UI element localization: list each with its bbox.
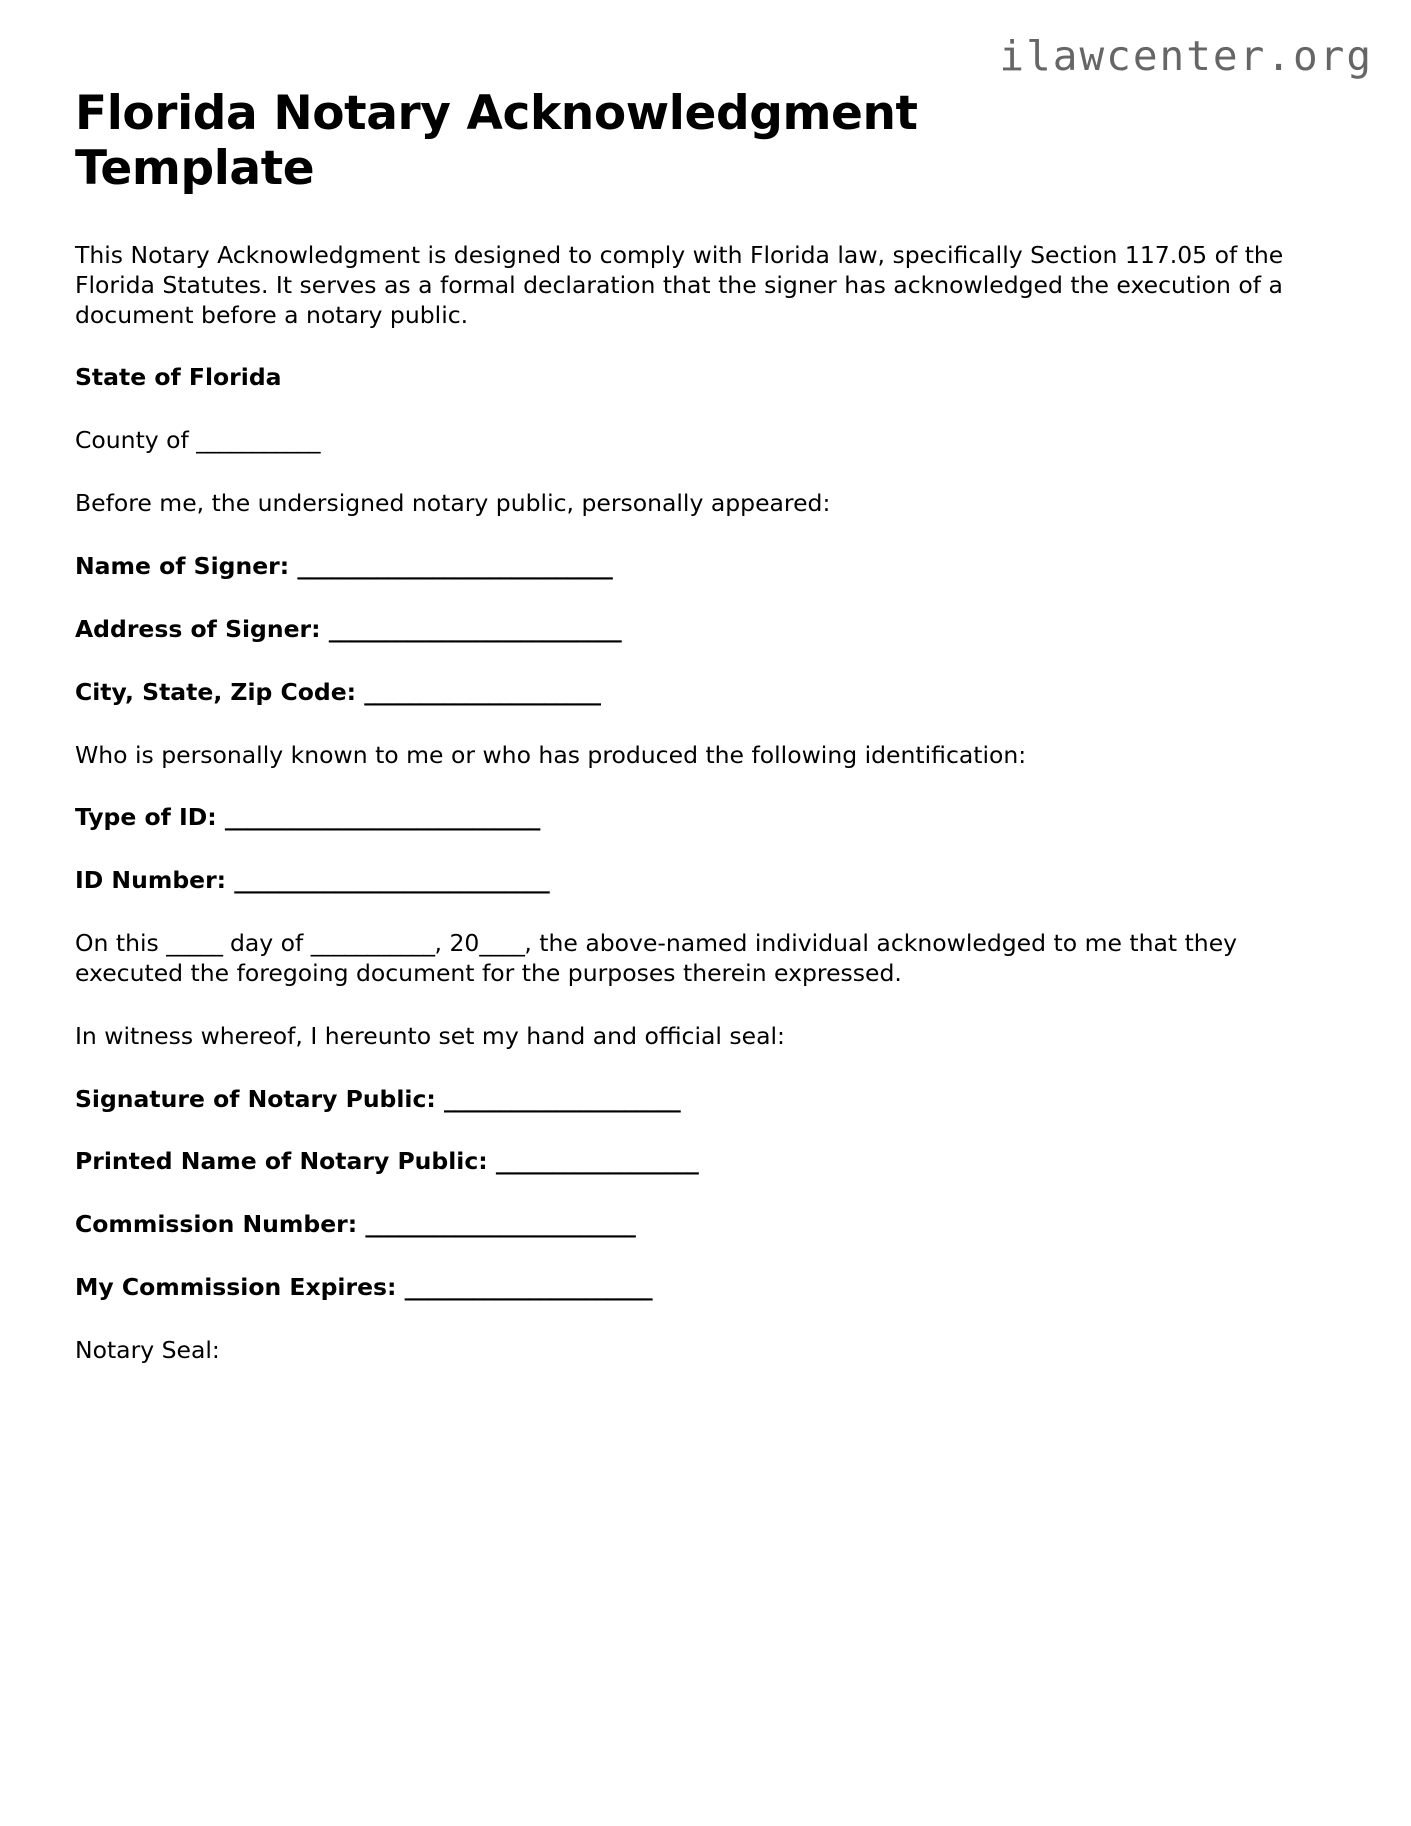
field-blank[interactable]: ______________________ [404, 1273, 653, 1302]
field-label: My Commission Expires: [75, 1273, 405, 1302]
field-city-state-zip [75, 678, 1336, 708]
site-watermark: ilawcenter.org [999, 32, 1373, 80]
state-heading: State of Florida [75, 363, 282, 392]
spacer [75, 1303, 1336, 1336]
day-of-text: day of [222, 929, 311, 958]
spacer [75, 582, 1336, 615]
spacer [75, 645, 1336, 678]
field-id-number [75, 866, 1336, 896]
spacer [75, 1240, 1336, 1273]
field-name-of-signer [75, 552, 1336, 582]
spacer [75, 330, 1336, 363]
spacer [75, 1177, 1336, 1210]
spacer [75, 896, 1336, 929]
field-printed-name-of-notary [75, 1147, 1336, 1177]
field-blank[interactable]: __________________ [495, 1147, 699, 1176]
field-label: Address of Signer: [75, 614, 329, 643]
on-this-prefix: On this [75, 929, 167, 958]
acknowledgment-date-paragraph [75, 929, 1300, 989]
spacer [75, 197, 1336, 241]
field-label: Signature of Notary Public: [75, 1084, 445, 1113]
field-blank[interactable]: ________________________ [365, 1210, 636, 1239]
county-line [75, 426, 1336, 456]
field-type-of-id [75, 803, 1336, 833]
field-label: Name of Signer: [75, 551, 298, 580]
county-blank[interactable]: ___________ [196, 426, 321, 455]
year-prefix: , 20 [434, 929, 480, 958]
spacer [75, 1114, 1336, 1147]
spacer [75, 989, 1336, 1022]
year-blank[interactable]: ____ [479, 929, 525, 958]
field-label: Commission Number: [75, 1210, 366, 1239]
field-blank[interactable]: __________________________ [328, 614, 622, 643]
page-title: Florida Notary Acknowledgment Template [75, 86, 918, 197]
identification-line: Who is personally known to me or who has produced the following identification: [75, 740, 1027, 769]
spacer [75, 519, 1336, 552]
day-blank[interactable]: _____ [166, 929, 223, 958]
witness-line: In witness whereof, I hereunto set my hand and official seal: [75, 1021, 785, 1050]
field-label: City, State, Zip Code: [75, 677, 365, 706]
field-commission-expires [75, 1273, 1336, 1303]
field-label: ID Number: [75, 866, 235, 895]
field-blank[interactable]: ____________________________ [234, 866, 550, 895]
field-blank[interactable]: _____________________ [444, 1084, 681, 1113]
intro-paragraph: This Notary Acknowledgment is designed to comply with Florida law, specifically Section 117.05 of the Florida Statutes. It serves as a formal declaration that the signer has acknowledged the execution of a document before a notary public. [75, 240, 1284, 329]
field-signature-of-notary [75, 1085, 1336, 1115]
acknowledgment-suffix: , the above-named individual acknowledged to me that they executed the foregoing document for the purposes therein expressed. [75, 929, 1238, 987]
county-label: County of [75, 426, 197, 455]
notary-seal-label: Notary Seal: [75, 1335, 220, 1364]
spacer [75, 456, 1336, 489]
spacer [75, 770, 1336, 803]
field-address-of-signer [75, 615, 1336, 645]
field-label: Printed Name of Notary Public: [75, 1147, 496, 1176]
spacer [75, 393, 1336, 426]
spacer [75, 833, 1336, 866]
field-commission-number [75, 1210, 1336, 1240]
spacer [75, 708, 1336, 741]
month-blank[interactable]: ___________ [310, 929, 435, 958]
before-me-line: Before me, the undersigned notary public, personally appeared: [75, 489, 831, 518]
field-blank[interactable]: ____________________________ [297, 551, 613, 580]
spacer [75, 1052, 1336, 1085]
field-blank[interactable]: ____________________________ [224, 803, 540, 832]
field-blank[interactable]: _____________________ [364, 677, 601, 706]
field-label: Type of ID: [75, 803, 225, 832]
